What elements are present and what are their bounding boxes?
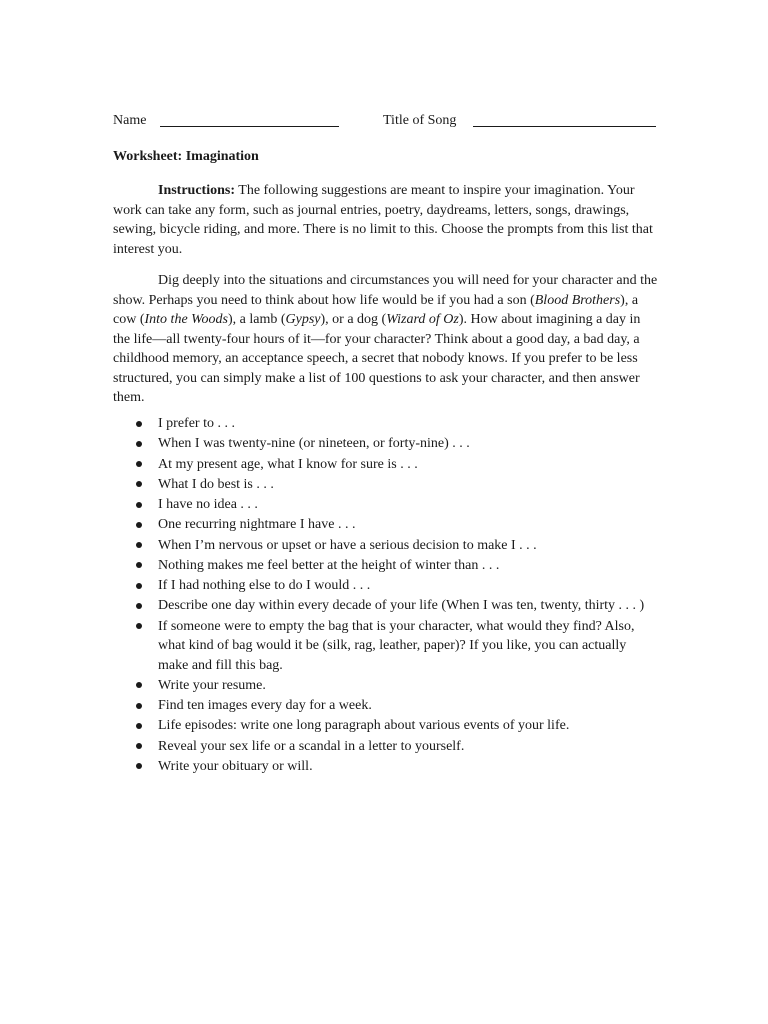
list-item — [113, 455, 658, 475]
bullet-icon — [136, 682, 142, 688]
prompt-text: At my present age, what I know for sure is . . . — [158, 456, 418, 472]
prompt-text: When I’m nervous or upset or have a serious decision to make I . . . — [158, 537, 537, 553]
prompt-text: Describe one day within every decade of your life (When I was ten, twenty, thirty . . . ) — [158, 598, 645, 614]
list-item — [113, 617, 658, 676]
prompt-text: If I had nothing else to do I would . . . — [158, 578, 371, 593]
prompt-text: Reveal your sex life or a scandal in a letter to yourself. — [158, 738, 465, 754]
prompt-text: If someone were to empty the bag that is your character, what would they find? Also, what kind of bag would it be (silk, rag, leather, paper)? If you like, you can actually make and fill this bag. — [158, 618, 635, 673]
list-item — [113, 716, 658, 736]
dig-deeply-paragraph — [113, 271, 658, 408]
prompt-text: Nothing makes me feel better at the height of winter than . . . — [158, 557, 500, 573]
list-item — [113, 737, 658, 757]
bullet-icon — [136, 703, 142, 709]
list-item — [113, 414, 658, 434]
instructions-text: The following suggestions are meant to inspire your imagination. Your work can take any form, such as journal entries, poetry, daydreams, letters, songs, drawings, sewing, bicycle riding, and more. There is no limit to this. Choose the prompts from this list that interest you. — [113, 183, 653, 257]
list-item — [113, 556, 658, 576]
worksheet-title: Worksheet: Imagination — [113, 149, 259, 164]
para2-text-2: ), a cow ( — [113, 292, 639, 327]
prompt-text: One recurring nightmare I have . . . — [158, 517, 356, 533]
song-title-blank-line — [473, 126, 656, 127]
para2-text-3: ), a lamb ( — [227, 312, 286, 327]
list-item — [113, 696, 658, 716]
bullet-icon — [136, 502, 142, 508]
para2-text-4: ), or a dog ( — [320, 312, 387, 327]
bullet-icon — [136, 583, 142, 589]
list-item — [113, 495, 658, 515]
list-item — [113, 757, 658, 777]
musical-title-gypsy: Gypsy — [285, 312, 321, 327]
list-item — [113, 515, 658, 535]
list-item — [113, 576, 658, 596]
list-item — [113, 434, 658, 454]
list-item — [113, 536, 658, 556]
para2-text-1: Dig deeply into the situations and circumstances you will need for your character and the show. Perhaps you need to think about how life would be if you had a son ( — [113, 273, 658, 308]
musical-title-into-the-woods: Into the Woods — [144, 312, 228, 327]
prompt-text: Write your resume. — [158, 677, 266, 693]
list-item — [113, 596, 658, 616]
bullet-icon — [136, 623, 142, 629]
bullet-icon — [136, 763, 142, 769]
bullet-icon — [136, 603, 142, 609]
name-label: Name — [113, 113, 147, 128]
bullet-icon — [136, 421, 142, 427]
prompt-text: Life episodes: write one long paragraph about various events of your life. — [158, 718, 570, 734]
prompt-text: Find ten images every day for a week. — [158, 698, 372, 713]
bullet-icon — [136, 461, 142, 467]
para2-text-5: ). How about imagining a day in the life—all twenty-four hours of it—for your character? Think about a good day, a bad day, a childhood memory, an acceptance speech, a secret that nobody knows. If you prefer to be less structured, you can simply make a list of 100 questions to ask your character, and then answer them. — [113, 312, 641, 405]
bullet-icon — [136, 542, 142, 548]
musical-title-wizard-of-oz: Wizard of Oz — [386, 312, 459, 327]
bullet-icon — [136, 481, 142, 487]
bullet-icon — [136, 522, 142, 528]
instructions-lead: Instructions: — [158, 183, 236, 198]
name-blank-line — [160, 126, 339, 127]
prompt-text: When I was twenty-nine (or nineteen, or forty-nine) . . . — [158, 436, 470, 452]
song-title-label: Title of Song — [383, 113, 457, 128]
prompt-text: Write your obituary or will. — [158, 758, 313, 774]
bullet-icon — [136, 441, 142, 447]
prompt-text: I prefer to . . . — [158, 416, 235, 431]
bullet-icon — [136, 743, 142, 749]
list-item — [113, 676, 658, 696]
list-item — [113, 475, 658, 495]
instructions-paragraph — [113, 181, 658, 259]
prompt-text: I have no idea . . . — [158, 497, 258, 512]
musical-title-blood-brothers: Blood Brothers — [534, 292, 621, 308]
header-fields — [113, 111, 658, 131]
prompt-text: What I do best is . . . — [158, 476, 274, 492]
bullet-icon — [136, 723, 142, 729]
bullet-icon — [136, 562, 142, 568]
prompt-list — [113, 414, 658, 777]
